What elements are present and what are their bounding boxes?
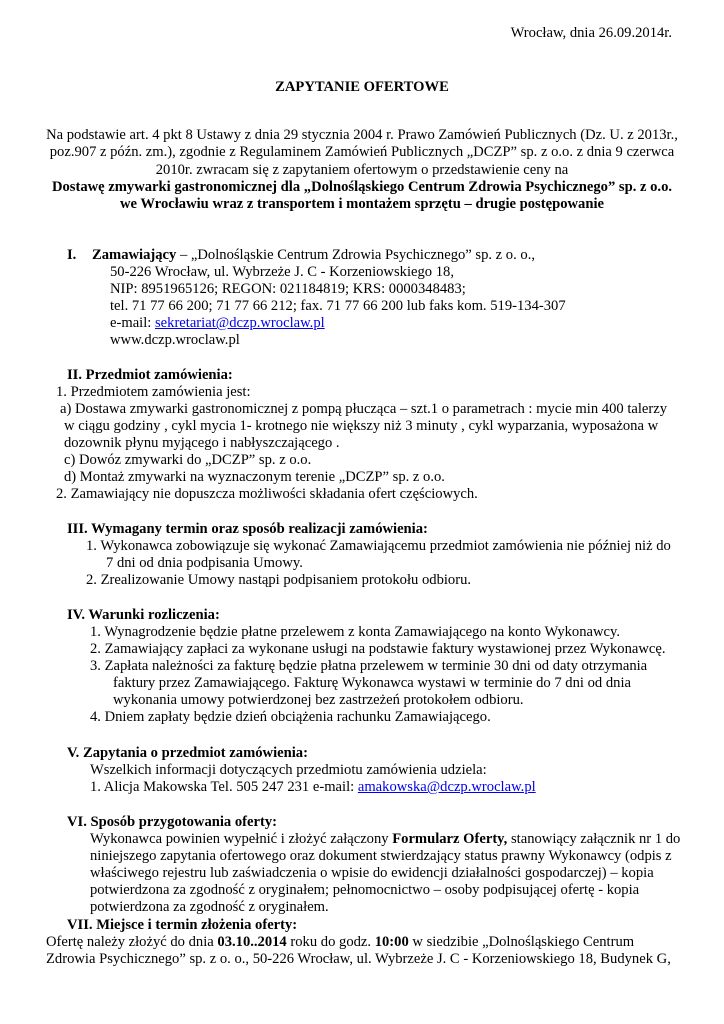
section-7-line-1 (46, 934, 634, 951)
section-4-item-1: 1. Wynagrodzenie będzie płatne przelewem z konta Zamawiającego na konto Wykonawcy. (90, 624, 621, 640)
section-3-heading: III. Wymagany termin oraz sposób realizacji zamówienia: (67, 521, 428, 537)
section-1-phones: tel. 71 77 66 200; 71 77 66 212; fax. 71 77 66 200 lub faks kom. 519-134-307 (110, 298, 566, 314)
section-2-item-c: c) Dowóz zmywarki do „DCZP” sp. z o.o. (64, 452, 312, 468)
section-2-item-d: d) Montaż zmywarki na wyznaczonym terenie „DCZP” sp. z o.o. (64, 469, 445, 485)
section-7-line-2: Zdrowia Psychicznego” sp. z o. o., 50-226 Wrocław, ul. Wybrzeże J. C - Korzeniowskiego 18, Budynek G, (46, 951, 671, 967)
section-6-line-4: potwierdzona za zgodność z oryginałem; pełnomocnictwo – osoby podpisującej ofertę - kopia (90, 882, 640, 898)
section-6-line-3: właściwego rejestru lub zaświadczenia o wpisie do ewidencji działalności gospodarczej) – kopia (90, 865, 654, 881)
section-5-email-link[interactable]: amakowska@dczp.wroclaw.pl (357, 779, 536, 795)
section-1-email-label: e-mail: (110, 315, 155, 331)
section-4-heading: IV. Warunki rozliczenia: (67, 607, 220, 623)
section-1-email-line (110, 315, 325, 332)
section-2-item-a-line-3: dozownik płynu myjącego i nabłyszczającego . (64, 435, 340, 451)
section-7-line-1-mid: roku do godz. (286, 934, 375, 950)
section-1-ids: NIP: 8951965126; REGON: 021184819; KRS: 0000348483; (110, 281, 466, 297)
section-3-item-1-line-2: 7 dni od dnia podpisania Umowy. (106, 555, 303, 571)
intro-subject-line-1: Dostawę zmywarki gastronomicznej dla „Dolnośląskiego Centrum Zdrowia Psychicznego” sp. z o.o. (51, 179, 673, 195)
section-1-number: I. (67, 247, 77, 263)
section-6-heading: VI. Sposób przygotowania oferty: (67, 814, 277, 830)
section-6-line-1-start: Wykonawca powinien wypełnić i złożyć załączony (90, 831, 393, 847)
section-7-deadline-date: 03.10..2014 (217, 934, 287, 950)
section-7-deadline-time: 10:00 (374, 934, 409, 950)
section-7-line-1-end: w siedzibie „Dolnośląskiego Centrum (408, 934, 635, 950)
section-6-offer-form: Formularz Oferty, (392, 831, 508, 847)
section-2-item-1: 1. Przedmiotem zamówienia jest: (56, 384, 251, 400)
section-5-heading: V. Zapytania o przedmiot zamówienia: (67, 745, 308, 761)
section-1-email-link[interactable]: sekretariat@dczp.wroclaw.pl (154, 315, 325, 331)
section-1-address: 50-226 Wrocław, ul. Wybrzeże J. C - Korzeniowskiego 18, (110, 264, 454, 280)
section-6-line-5: potwierdzona za zgodność z oryginałem. (90, 899, 329, 915)
section-6-line-2: niniejszego zapytania ofertowego oraz dokument stwierdzający status prawny Wykonawcy (odpis z (90, 848, 672, 864)
intro-line-1: Na podstawie art. 4 pkt 8 Ustawy z dnia 29 stycznia 2004 r. Prawo Zamówień Publicznych (Dz. U. z 2013r., (46, 127, 678, 143)
section-2-heading: II. Przedmiot zamówienia: (67, 367, 233, 383)
document-title: ZAPYTANIE OFERTOWE (275, 79, 449, 95)
section-2-item-a-line-2: w ciągu godziny , cykl mycia 1- krotnego nie większy niż 3 minuty , cykl wyparzania, wyposażona w (64, 418, 659, 434)
section-4-item-3-line-2: faktury przez Zamawiającego. Fakturę Wykonawca wystawi w terminie do 7 dni od dnia (113, 675, 631, 691)
section-1-orderer-name: – „Dolnośląskie Centrum Zdrowia Psychicznego” sp. z o. o., (176, 247, 535, 263)
section-1-website: www.dczp.wroclaw.pl (110, 332, 240, 348)
section-1-heading (92, 247, 535, 264)
intro-subject-line-2: we Wrocławiu wraz z transportem i montażem sprzętu – drugie postępowanie (120, 196, 604, 212)
section-4-item-3-line-1: 3. Zapłata należności za fakturę będzie płatna przelewem w terminie 30 dni od daty otrzymania (90, 658, 648, 674)
section-5-contact-text: 1. Alicja Makowska Tel. 505 247 231 e-mail: (90, 779, 358, 795)
section-2-item-2: 2. Zamawiający nie dopuszcza możliwości składania ofert częściowych. (56, 486, 478, 502)
section-3-item-1-line-1: 1. Wykonawca zobowiązuje się wykonać Zamawiającemu przedmiot zamówienia nie później niż do (86, 538, 671, 554)
document-date: Wrocław, dnia 26.09.2014r. (510, 25, 672, 41)
section-4-item-2: 2. Zamawiający zapłaci za wykonane usługi na podstawie faktury wystawionej przez Wykonawcę. (90, 641, 666, 657)
section-5-contact (90, 779, 536, 796)
section-6-line-1 (90, 831, 680, 848)
section-6-line-1-end: stanowiący załącznik nr 1 do (507, 831, 681, 847)
section-2-item-a-line-1: a) Dostawa zmywarki gastronomicznej z pompą płucząca – szt.1 o parametrach : mycie min 400 talerzy (60, 401, 668, 417)
intro-line-2: poz.907 z późn. zm.), zgodnie z Regulaminem Zamówień Publicznych „DCZP” sp. z o.o. z dnia 9 czerwca (49, 144, 675, 160)
section-7-heading: VII. Miejsce i termin złożenia oferty: (67, 917, 298, 933)
section-7-line-1-start: Ofertę należy złożyć do dnia (46, 934, 218, 950)
section-4-item-3-line-3: wykonania umowy potwierdzonej bez zastrzeżeń protokołem odbioru. (113, 692, 524, 708)
section-5-text: Wszelkich informacji dotyczących przedmiotu zamówienia udziela: (90, 762, 487, 778)
section-3-item-2: 2. Zrealizowanie Umowy nastąpi podpisaniem protokołu odbioru. (86, 572, 472, 588)
section-4-item-4: 4. Dniem zapłaty będzie dzień obciążenia rachunku Zamawiającego. (90, 709, 491, 725)
intro-line-3: 2010r. zwracam się z zapytaniem ofertowym o przedstawienie ceny na (155, 162, 569, 178)
section-1-title: Zamawiający (92, 247, 177, 263)
